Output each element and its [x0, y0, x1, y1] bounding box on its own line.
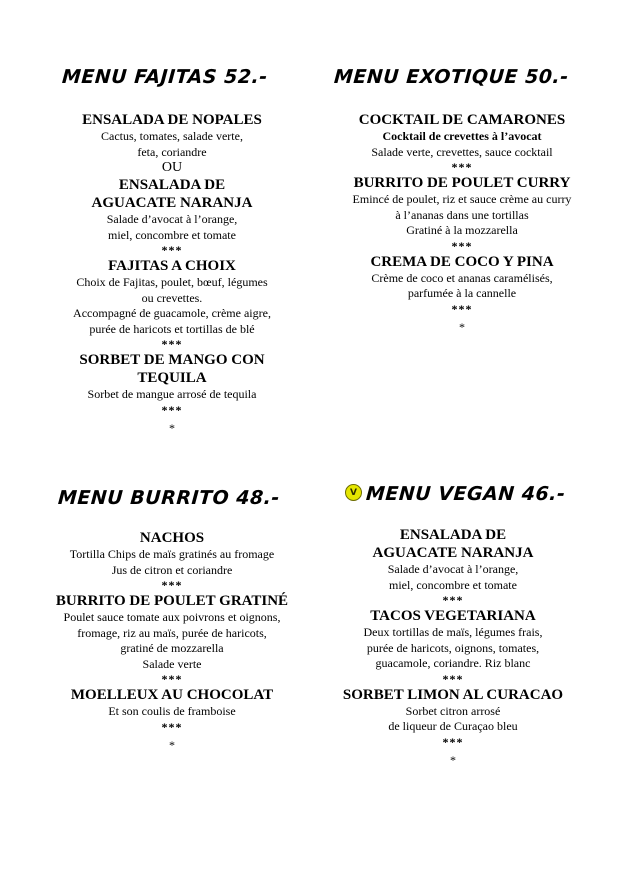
dish-description: miel, concombre et tomate [108, 227, 236, 242]
dish-description: à l’ananas dans une tortillas [395, 207, 529, 222]
dish-name: ENSALADA DE [399, 527, 507, 543]
dish-description: Sorbet de mangue arrosé de tequila [87, 387, 257, 401]
course-separator: *** [161, 719, 183, 734]
course-separator: *** [442, 671, 464, 686]
course-separator: *** [161, 402, 183, 417]
end-mark: * [169, 420, 175, 435]
dish-description: Emincé de poulet, riz et sauce crème au curry [352, 192, 572, 206]
course-separator: *** [161, 337, 183, 351]
dish-name: TEQUILA [137, 370, 207, 386]
dish-description: Et son coulis de framboise [108, 704, 236, 718]
dish-description: Cactus, tomates, salade verte, [101, 129, 243, 143]
course-separator: *** [161, 243, 183, 257]
dish-name: BURRITO DE POULET GRATINÉ [55, 593, 289, 609]
dish-description: Gratiné à la mozzarella [406, 223, 518, 237]
dish-description: Tortilla Chips de maïs gratinés au fromage [69, 547, 275, 561]
course-separator: *** [161, 672, 183, 686]
dish-description: fromage, riz au maïs, purée de haricots, [77, 625, 267, 640]
dish-name: ENSALADA DE NOPALES [82, 112, 262, 128]
dish-description: ou crevettes. [141, 290, 203, 305]
menu-fajitas-title: MENU FAJITAS 52.- [61, 66, 269, 88]
menu-burrito-title: MENU BURRITO 48.- [57, 487, 281, 509]
dish-description: Crème de coco et ananas caramélisés, [371, 270, 553, 285]
dish-name: FAJITAS A CHOIX [108, 258, 236, 274]
dish-description: Salade d’avocat à l’orange, [106, 212, 238, 226]
dish-description: Salade d’avocat à l’orange, [387, 562, 519, 576]
dish-description: Salade verte, crevettes, sauce cocktail [371, 144, 553, 159]
menu-vegan-title: MENU VEGAN 46.- [365, 483, 567, 505]
dish-name: SORBET DE MANGO CON [79, 352, 265, 368]
end-mark: * [169, 737, 175, 752]
menu-vegan [303, 526, 603, 767]
dish-name: TACOS VEGETARIANA [370, 608, 536, 624]
dish-description: purée de haricots, oignons, tomates, [366, 640, 540, 655]
course-separator: *** [442, 593, 464, 607]
dish-name: AGUACATE NARANJA [91, 195, 253, 211]
course-separator: *** [451, 160, 473, 174]
dish-name: AGUACATE NARANJA [372, 545, 534, 561]
dish-name: CREMA DE COCO Y PINA [370, 253, 554, 270]
dish-description: miel, concombre et tomate [389, 577, 517, 592]
dish-description: gratiné de mozzarella [120, 641, 224, 655]
dish-name: COCKTAIL DE CAMARONES [358, 112, 566, 128]
course-separator: *** [451, 301, 473, 316]
dish-description: Accompagné de guacamole, crème aigre, [73, 306, 271, 320]
menu-fajitas [22, 111, 322, 435]
dish-description: Jus de citron et coriandre [111, 562, 233, 577]
dish-description: guacamole, coriandre. Riz blanc [375, 656, 531, 670]
course-separator: *** [442, 734, 464, 749]
end-mark: * [459, 319, 465, 334]
course-separator: *** [451, 238, 473, 253]
menu-exotique-title: MENU EXOTIQUE 50.- [333, 66, 570, 88]
vegan-v-badge-icon: V [345, 484, 362, 501]
menu-exotique [312, 111, 612, 334]
dish-description: parfumée à la cannelle [407, 286, 517, 300]
dish-description: Poulet sauce tomate aux poivrons et oignons, [63, 610, 281, 624]
dish-description: de liqueur de Curaçao bleu [388, 719, 518, 733]
dish-description: purée de haricots et tortillas de blé [89, 321, 255, 336]
dish-description: Sorbet citron arrosé [405, 703, 501, 718]
course-separator: *** [161, 578, 183, 592]
dish-name: MOELLEUX AU CHOCOLAT [70, 687, 274, 703]
or-separator: OU [161, 160, 183, 175]
end-mark: * [450, 752, 456, 767]
dish-description: Choix de Fajitas, poulet, bœuf, légumes [76, 275, 268, 289]
menu-burrito [22, 529, 322, 752]
dish-name: SORBET LIMON AL CURACAO [342, 686, 564, 703]
dish-description: feta, coriandre [137, 144, 207, 159]
dish-name: NACHOS [139, 530, 205, 546]
dish-subtitle: Cocktail de crevettes à l’avocat [382, 129, 542, 143]
dish-name: BURRITO DE POULET CURRY [353, 175, 571, 191]
dish-name: ENSALADA DE [118, 177, 226, 193]
dish-description: Salade verte [142, 656, 202, 671]
dish-description: Deux tortillas de maïs, légumes frais, [363, 625, 543, 639]
